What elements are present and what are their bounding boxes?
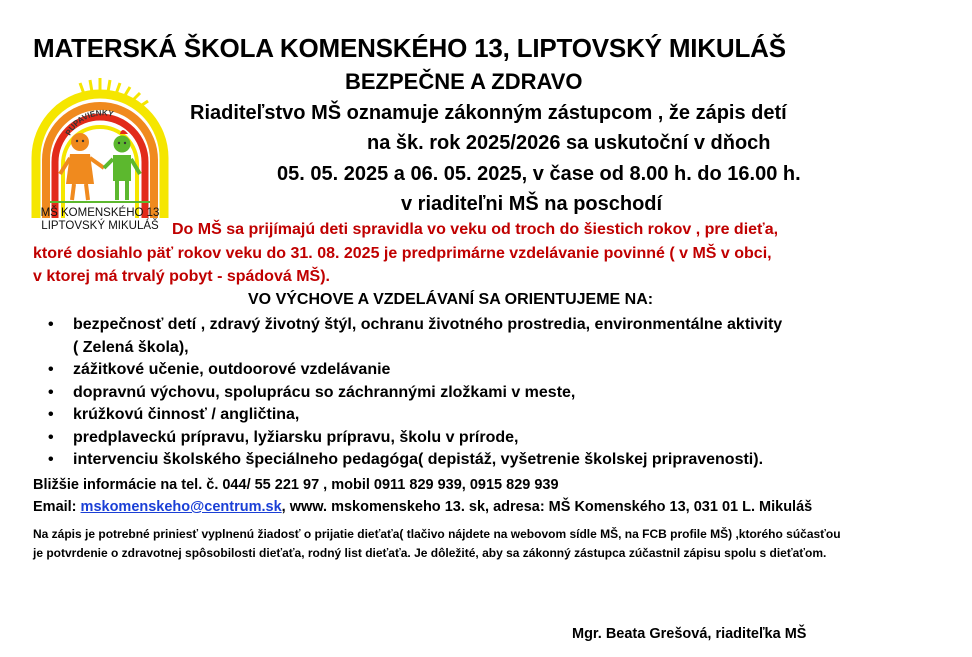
contact-email-line xyxy=(33,499,812,515)
list-item: • dopravnú výchovu, spoluprácu so záchrannými zložkami v meste, xyxy=(48,382,948,405)
logo-caption-line2: LIPTOVSKÝ MIKULÁŠ xyxy=(41,220,159,232)
email-link[interactable]: mskomenskeho@centrum.sk xyxy=(80,499,282,515)
kindergarten-logo xyxy=(30,78,170,232)
bullet-icon: • xyxy=(48,383,54,401)
announcement-line-1: Riaditeľstvo MŠ oznamuje zákonným zástupcom , že zápis detí xyxy=(190,102,787,124)
contact-address: , www. mskomenskeho 13. sk, adresa: MŠ Komenského 13, 031 01 L. Mikuláš xyxy=(281,499,813,515)
bullet-icon: • xyxy=(48,428,54,446)
admission-line-3: v ktorej má trvalý pobyt - spádová MŠ). xyxy=(33,268,330,285)
admission-line-1: Do MŠ sa prijímajú deti spravidla vo veku od troch do šiestich rokov , pre dieťa, xyxy=(172,221,779,238)
bullet-icon: • xyxy=(48,361,54,378)
list-item: • bezpečnosť detí , zdravý životný štýl, ochranu životného prostredia, environmentálne aktivity ( Zelená škola), xyxy=(48,316,783,356)
bullet-icon: • xyxy=(48,406,54,423)
list-item: • zážitkové učenie, outdoorové vzdelávanie xyxy=(48,359,948,382)
logo-caption-line1: MŠ KOMENSKÉHO 13 xyxy=(40,207,160,219)
note-line-2: je potvrdenie o zdravotnej spôsobilosti dieťaťa, rodný list dieťaťa. Je dôležité, aby sa zákonný zástupca zúčastnil zápisu spolu s dieťaťom. xyxy=(33,546,827,560)
orientation-heading: VO VÝCHOVE A VZDELÁVANÍ SA ORIENTUJEME NA: xyxy=(248,291,654,308)
logo-arc-text: PUPAVIENKY xyxy=(63,108,115,138)
list-item: • predplaveckú prípravu, lyžiarsku prípravu, školu v prírode, xyxy=(48,427,948,450)
page-title: MATERSKÁ ŠKOLA KOMENSKÉHO 13, LIPTOVSKÝ MIKULÁŠ xyxy=(33,33,786,63)
announcement-place: v riaditeľni MŠ na poschodí xyxy=(401,193,663,215)
list-item: • krúžkovú činnosť / angličtina, xyxy=(48,404,948,427)
bullet-icon: • xyxy=(48,316,54,333)
orientation-list xyxy=(48,314,948,472)
list-item: • intervenciu školského špeciálneho pedagóga( depistáž, vyšetrenie školskej pripravenosti). xyxy=(48,449,948,472)
announcement-line-2: na šk. rok 2025/2026 sa uskutoční v dňoch xyxy=(367,132,771,154)
bullet-icon: • xyxy=(48,451,54,468)
admission-line-2: ktoré dosiahlo päť rokov veku do 31. 08. 2025 je predprimárne vzdelávanie povinné ( v MŠ v obci, xyxy=(33,245,772,262)
page-subtitle: BEZPEČNE A ZDRAVO xyxy=(345,69,583,94)
signature: Mgr. Beata Grešová, riaditeľka MŠ xyxy=(572,626,807,642)
announcement-dates: 05. 05. 2025 a 06. 05. 2025, v čase od 8.00 h. do 16.00 h. xyxy=(277,163,801,185)
note-line-1: Na zápis je potrebné priniesť vyplnenú žiadosť o prijatie dieťaťa( tlačivo nájdete na webovom sídle MŠ, na FCB profile MŠ) ,ktorého súčasťou xyxy=(33,527,841,541)
email-label: Email: xyxy=(33,499,81,515)
contact-phones: Bližšie informácie na tel. č. 044/ 55 221 97 , mobil 0911 829 939, 0915 829 939 xyxy=(33,477,559,493)
